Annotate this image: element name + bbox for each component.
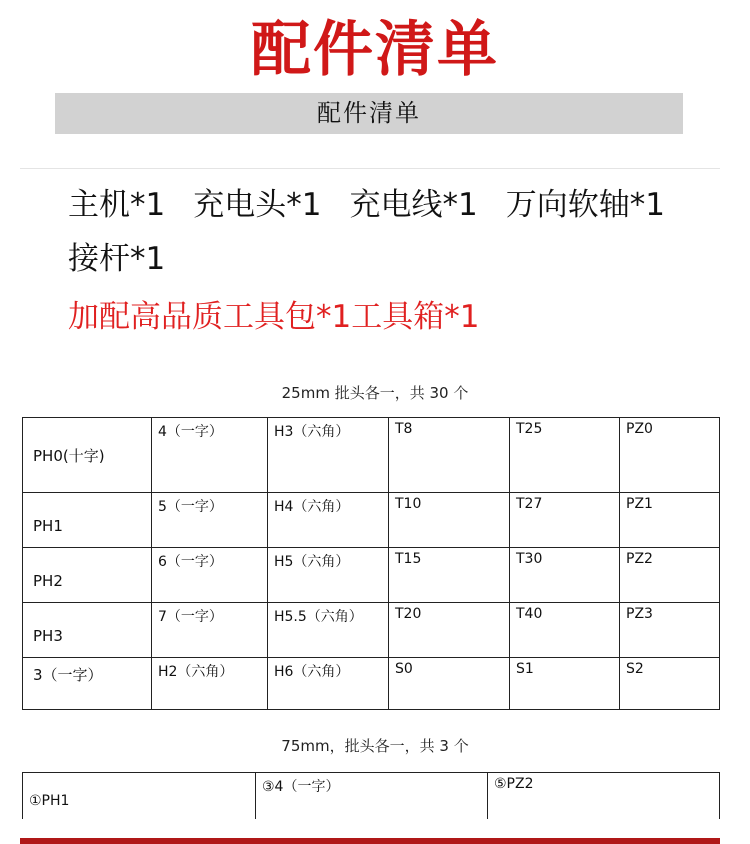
table-cell: H4（六角）: [268, 493, 389, 548]
table-row: [23, 548, 720, 603]
table-cell: T8: [389, 418, 510, 493]
table-cell: S0: [389, 658, 510, 710]
table-cell: PZ1: [620, 493, 720, 548]
table-cell: S1: [510, 658, 620, 710]
table-cell: T30: [510, 548, 620, 603]
table-row: [23, 658, 720, 710]
contents-item: 接杆*1: [68, 241, 166, 277]
contents-item: 主机*1: [68, 187, 166, 223]
contents-item: 万向软轴*1: [505, 187, 665, 223]
table-cell: H3（六角）: [268, 418, 389, 493]
section-header: 配件清单: [55, 93, 683, 134]
table-cell: T20: [389, 603, 510, 658]
table-cell: PH2: [23, 548, 152, 603]
table-cell: H6（六角）: [268, 658, 389, 710]
table1-caption: 25mm 批头各一，共 30 个: [281, 384, 469, 402]
table-cell: ③4（一字）: [256, 773, 488, 819]
table-cell: 7（一字）: [152, 603, 268, 658]
table-cell: S2: [620, 658, 720, 710]
table-cell: T15: [389, 548, 510, 603]
page-title: 配件清单: [251, 15, 499, 85]
table-cell: PZ3: [620, 603, 720, 658]
table-cell: T27: [510, 493, 620, 548]
footer-bar: [20, 838, 720, 844]
table-cell: 3（一字）: [23, 658, 152, 710]
table-cell: PH3: [23, 603, 152, 658]
bits-75mm-table: [22, 772, 720, 819]
table-row: [23, 418, 720, 493]
table-cell: H2（六角）: [152, 658, 268, 710]
contents-item: 充电线*1: [349, 187, 478, 223]
table-cell: 4（一字）: [152, 418, 268, 493]
table-cell: H5.5（六角）: [268, 603, 389, 658]
table-cell: PH1: [23, 493, 152, 548]
contents-item: 充电头*1: [193, 187, 322, 223]
contents-list: [68, 178, 718, 286]
table-row: [23, 603, 720, 658]
table-cell: ⑤PZ2: [488, 773, 720, 819]
table-cell: PZ2: [620, 548, 720, 603]
divider: [20, 168, 720, 169]
table-cell: 5（一字）: [152, 493, 268, 548]
bonus-items: 加配高品质工具包*1工具箱*1: [68, 299, 480, 335]
table-cell: T25: [510, 418, 620, 493]
table-cell: PZ0: [620, 418, 720, 493]
table-cell: T40: [510, 603, 620, 658]
table-cell: PH0(十字): [23, 418, 152, 493]
bits-25mm-table: [22, 417, 720, 710]
table-cell: ①PH1: [23, 773, 256, 819]
table-cell: H5（六角）: [268, 548, 389, 603]
table-row: [23, 773, 720, 819]
table-row: [23, 493, 720, 548]
table-cell: T10: [389, 493, 510, 548]
table2-caption: 75mm，批头各一，共 3 个: [281, 737, 469, 755]
table-cell: 6（一字）: [152, 548, 268, 603]
